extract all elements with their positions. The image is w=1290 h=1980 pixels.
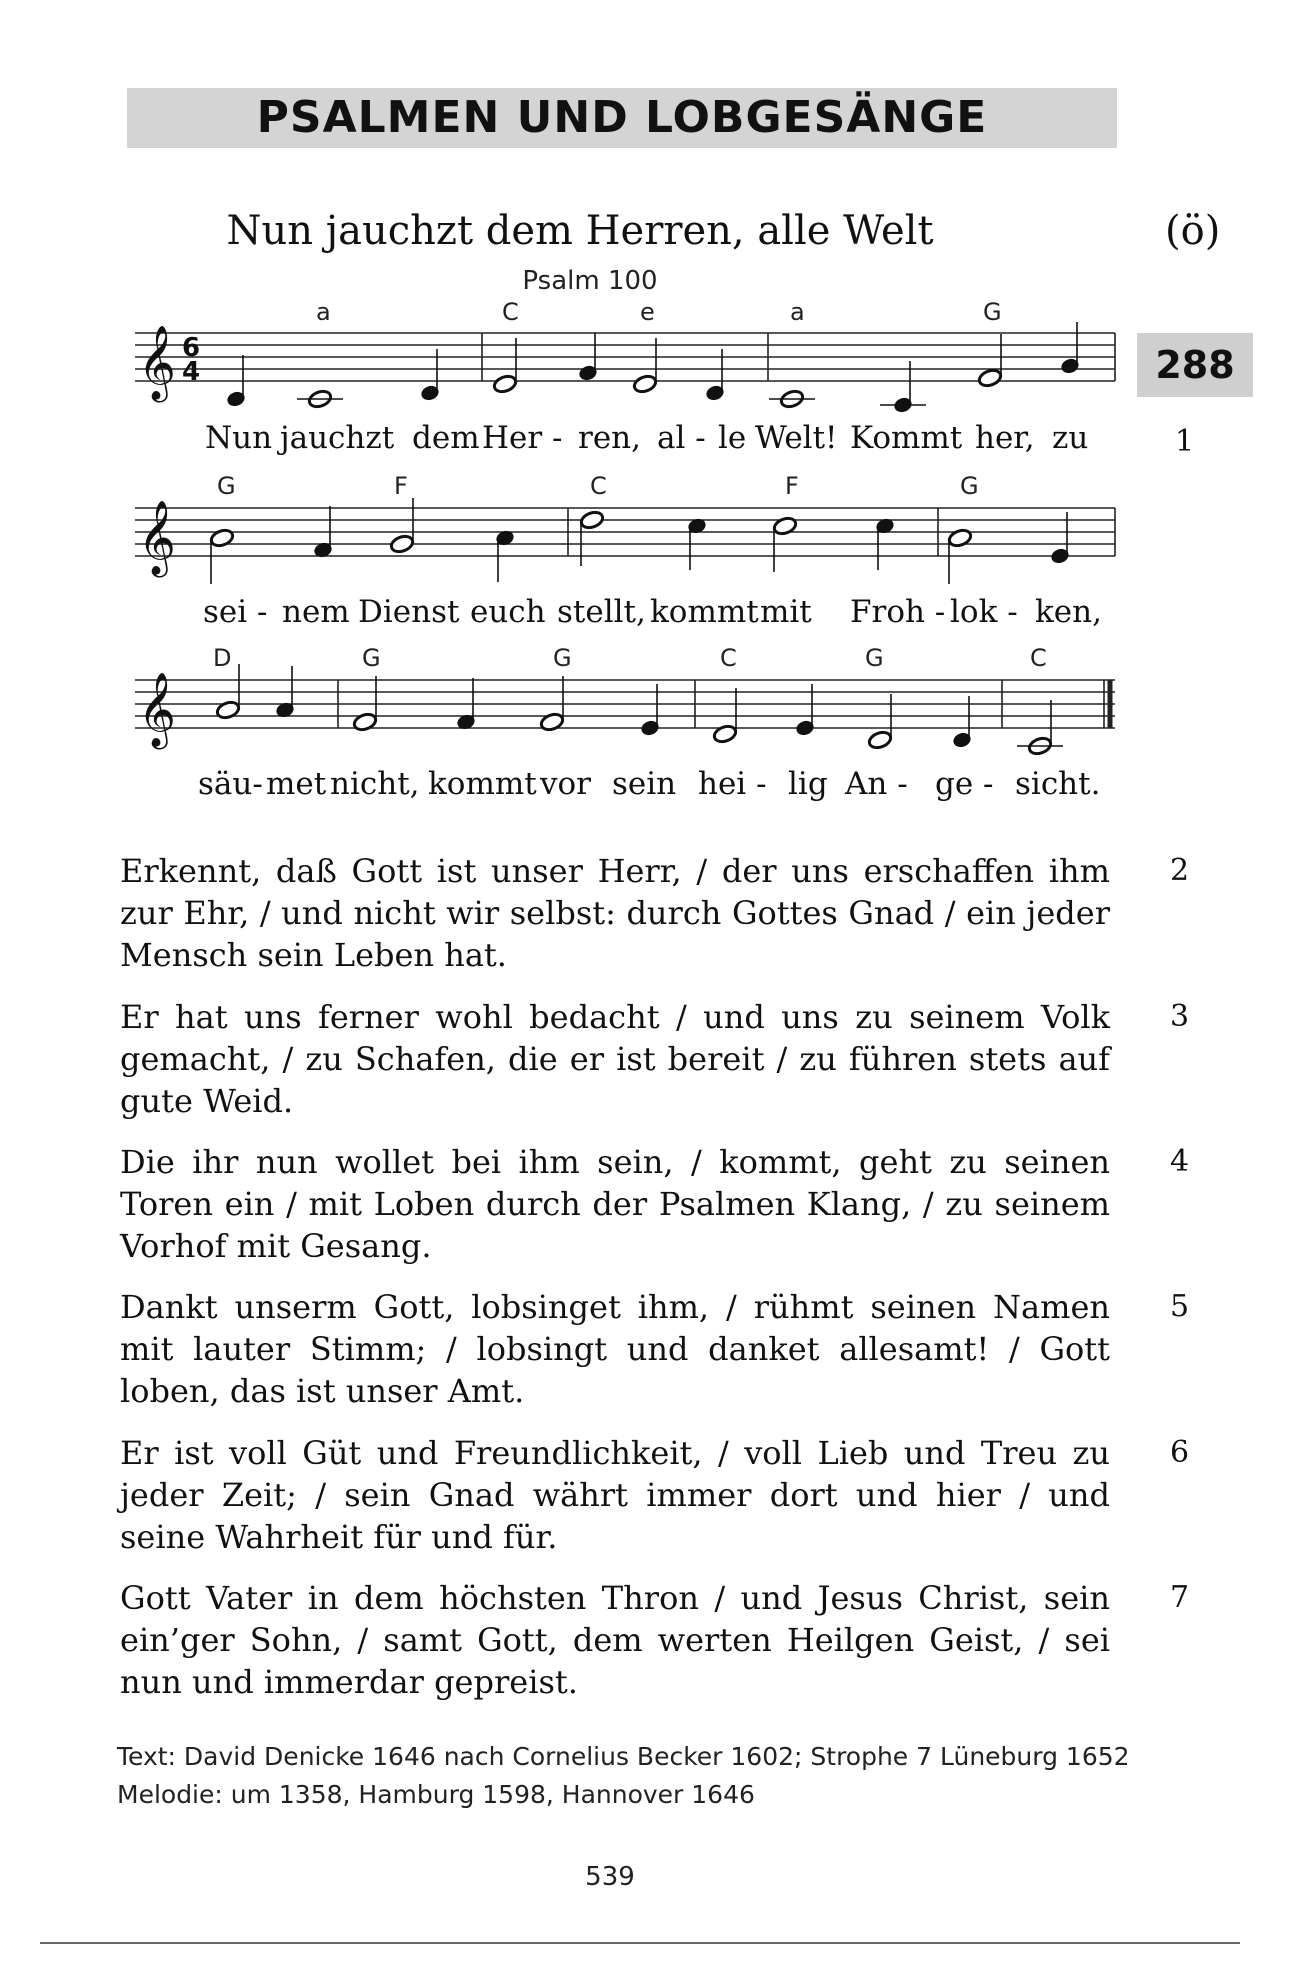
note bbox=[539, 712, 564, 733]
verse-text: Die ihr nun wollet bei ihm sein, / kommt, geht zu seinen Toren ein / mit Loben durch der Psalmen Klang, / zu seinem Vorhof mit Gesang. bbox=[120, 1143, 1110, 1265]
note bbox=[209, 528, 234, 549]
verse-text: Dankt unserm Gott, lobsinget ihm, / rühmt seinen Namen mit lauter Stimm; / lobsingt und danket allesamt! / Gott loben, das ist unser Amt. bbox=[120, 1288, 1110, 1410]
chord-symbol: C bbox=[590, 472, 607, 500]
ecumenical-marker: (ö) bbox=[1165, 208, 1221, 254]
treble-clef-icon: 𝄞 bbox=[138, 326, 176, 400]
treble-clef-icon: 𝄞 bbox=[138, 501, 176, 575]
chord-symbol: F bbox=[785, 472, 799, 500]
note bbox=[712, 724, 737, 745]
lyric-syllable: nicht, bbox=[330, 766, 420, 802]
chord-symbol: G bbox=[960, 472, 979, 500]
lyric-syllable: met bbox=[266, 766, 327, 802]
lyric-syllable: kommt bbox=[428, 766, 537, 802]
lyric-syllable: kommt bbox=[650, 594, 759, 630]
note bbox=[215, 700, 240, 721]
music-notation bbox=[0, 0, 1290, 820]
chord-symbol: F bbox=[394, 472, 408, 500]
chord-symbol: G bbox=[865, 644, 884, 672]
hymn-subtitle: Psalm 100 bbox=[522, 266, 658, 296]
lyric-syllable: her, bbox=[975, 420, 1035, 456]
notes-system-1 bbox=[226, 322, 1079, 413]
chord-symbol: a bbox=[316, 298, 331, 326]
verse-text: Er hat uns ferner wohl bedacht / und uns zu seinem Volk gemacht, / zu Schafen, die er ist bereit / zu führen stets auf gute Weid. bbox=[120, 998, 1110, 1120]
verse-number: 3 bbox=[1170, 999, 1190, 1034]
treble-clef-icon: 𝄞 bbox=[138, 673, 176, 747]
chord-symbol: C bbox=[502, 298, 519, 326]
lyric-syllable: al - bbox=[657, 420, 706, 456]
lyric-syllable: säu- bbox=[198, 766, 263, 802]
chord-symbol: G bbox=[983, 298, 1002, 326]
hymn-number: 288 bbox=[1155, 343, 1235, 387]
lyric-syllable: ge - bbox=[935, 766, 994, 802]
verse-number: 5 bbox=[1170, 1289, 1190, 1324]
hymn-title: Nun jauchzt dem Herren, alle Welt bbox=[226, 208, 934, 254]
verse-number: 6 bbox=[1170, 1435, 1190, 1470]
notes-system-2 bbox=[209, 498, 1069, 584]
lyric-syllable: sicht. bbox=[1015, 766, 1101, 802]
lyric-syllable: Her - bbox=[482, 420, 563, 456]
chord-symbol: D bbox=[213, 644, 232, 672]
time-signature-top: 6 bbox=[182, 333, 201, 363]
note bbox=[772, 516, 797, 537]
lyric-syllable: Froh - bbox=[850, 594, 946, 630]
lyric-syllable: lok - bbox=[950, 594, 1018, 630]
lyric-syllable: stellt, bbox=[557, 594, 646, 630]
text-credit: Text: David Denicke 1646 nach Cornelius Becker 1602; Strophe 7 Lüneburg 1652 bbox=[117, 1742, 1130, 1771]
stanza-number: 1 bbox=[1175, 424, 1195, 459]
lyric-syllable: vor bbox=[540, 766, 591, 802]
lyric-syllable: le bbox=[718, 420, 747, 456]
lyric-syllable: sei - bbox=[203, 594, 268, 630]
note bbox=[389, 534, 414, 555]
lyric-syllable: dem bbox=[412, 420, 480, 456]
verse-number: 4 bbox=[1170, 1144, 1190, 1179]
lyric-syllable: jauchzt bbox=[280, 420, 395, 456]
verse-number: 7 bbox=[1170, 1580, 1190, 1615]
note bbox=[579, 510, 604, 531]
lyric-syllable: An - bbox=[845, 766, 908, 802]
verse-number: 2 bbox=[1170, 853, 1190, 888]
verse-text: Erkennt, daß Gott ist unser Herr, / der uns erschaffen ihm zur Ehr, / und nicht wir selbst: durch Gottes Gnad / ein jeder Mensch sein Leben hat. bbox=[120, 852, 1110, 974]
note bbox=[352, 712, 377, 733]
chord-symbol: e bbox=[640, 298, 655, 326]
lyric-syllable: nem bbox=[282, 594, 350, 630]
time-signature-bottom: 4 bbox=[182, 357, 201, 387]
verse-text: Er ist voll Güt und Freundlichkeit, / voll Lieb und Treu zu jeder Zeit; / sein Gnad währt immer dort und hier / und seine Wahrheit für und für. bbox=[120, 1434, 1110, 1556]
lyric-syllable: Nun bbox=[205, 420, 273, 456]
chord-symbol: G bbox=[362, 644, 381, 672]
lyric-syllable: hei - bbox=[698, 766, 767, 802]
chord-symbol: C bbox=[720, 644, 737, 672]
lyric-syllable: Dienst bbox=[358, 594, 460, 630]
note bbox=[947, 528, 972, 549]
lyric-syllable: mit bbox=[760, 594, 812, 630]
bottom-rule bbox=[40, 1942, 1240, 1944]
lyric-syllable: ken, bbox=[1035, 594, 1102, 630]
chord-symbol: C bbox=[1030, 644, 1047, 672]
lyric-syllable: Welt! bbox=[755, 420, 838, 456]
lyric-syllable: sein bbox=[612, 766, 677, 802]
lyric-syllable: zu bbox=[1052, 420, 1089, 456]
verse-text: Gott Vater in dem höchsten Thron / und Jesus Christ, sein ein’ger Sohn, / samt Gott, dem werten Heilgen Geist, / sei nun und immerdar gepreist. bbox=[120, 1579, 1110, 1701]
staff-system-1 bbox=[135, 333, 1115, 381]
note bbox=[977, 368, 1002, 389]
note bbox=[632, 374, 657, 395]
section-title: PSALMEN UND LOBGESÄNGE bbox=[256, 92, 988, 143]
chord-symbol: G bbox=[553, 644, 572, 672]
melody-credit: Melodie: um 1358, Hamburg 1598, Hannover 1646 bbox=[117, 1780, 755, 1809]
lyric-syllable: Kommt bbox=[850, 420, 963, 456]
page-number: 539 bbox=[585, 1862, 635, 1892]
lyric-syllable: lig bbox=[788, 766, 828, 802]
note bbox=[867, 730, 892, 751]
chord-symbol: a bbox=[790, 298, 805, 326]
note bbox=[492, 374, 517, 395]
lyric-syllable: euch bbox=[470, 594, 546, 630]
lyric-syllable: ren, bbox=[578, 420, 641, 456]
notes-system-3 bbox=[215, 664, 1063, 756]
chord-symbol: G bbox=[217, 472, 236, 500]
